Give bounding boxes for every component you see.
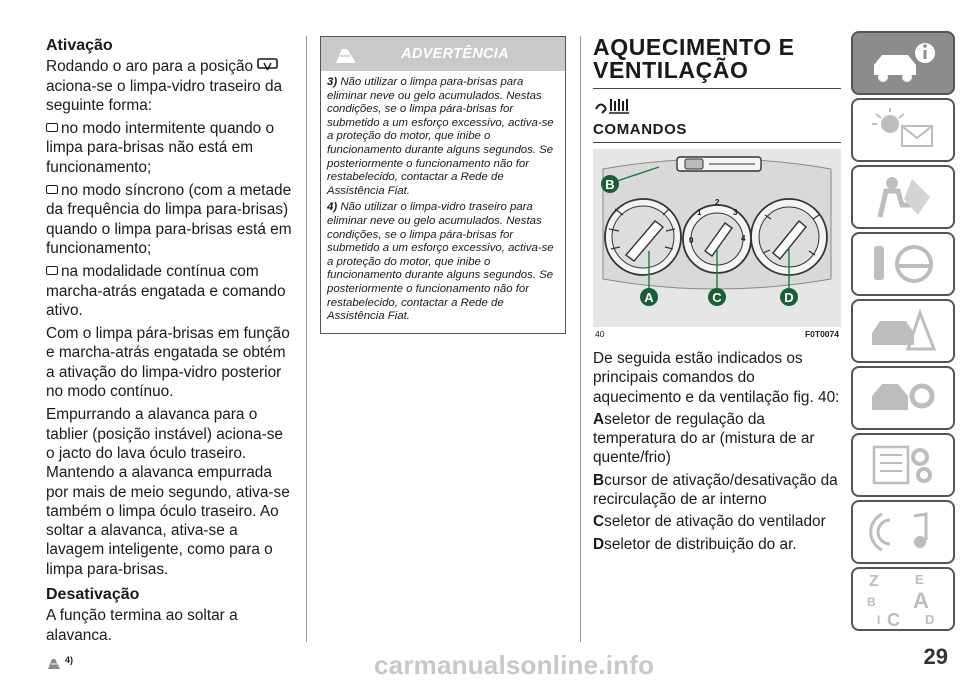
fan-scale-3: 3 [733, 208, 738, 217]
warning-body [321, 71, 565, 333]
item-label: C [593, 513, 605, 531]
list-item [593, 535, 841, 554]
warning-text: Não utilizar o limpa-vidro traseiro para eliminar neve ou gelo acumulados. Nestas condições, se o limpa pára-brisas for submetido a um esforço excessivo, activa-se a proteção do motor, que inibe o funcionamento durante alguns segundos. Se posteriormente o funcionamento não for restabelecido, contactar a Rede de Assistência Fiat. [327, 201, 554, 323]
gear-list-icon [868, 443, 938, 487]
warning-lights-icon [868, 108, 938, 152]
list-item [46, 119, 292, 177]
section-title-line: AQUECIMENTO E [593, 34, 795, 60]
emergency-icon [868, 309, 938, 353]
figure-label-c: C [712, 290, 722, 305]
list-item-text: no modo intermitente quando o limpa para-brisas não está em funcionamento; [46, 120, 275, 176]
paragraph-intro [46, 57, 292, 115]
index-letter: A [913, 588, 929, 613]
tab-car-info[interactable] [851, 31, 955, 95]
intro-text-b: aciona-se o limpa-vidro traseiro da seguinte forma: [46, 77, 283, 114]
list-item-text: no modo síncrono (com a metade da frequência do limpa para-brisas) quando o limpa para-brisas está em funcionamento; [46, 182, 292, 257]
subsection-rule [593, 142, 841, 143]
warning-item [327, 76, 559, 198]
start-drive-icon [868, 242, 938, 286]
intro-text-a: Rodando o aro para a posição [46, 58, 254, 76]
section-title [593, 36, 841, 82]
tab-settings-data[interactable] [851, 433, 955, 497]
tab-multimedia[interactable] [851, 500, 955, 564]
controls-description [593, 349, 841, 554]
item-text: seletor de ativação do ventilador [604, 513, 826, 531]
title-rule [593, 88, 841, 89]
list-item-text: na modalidade contínua com marcha-atrás engatada e comando ativo. [46, 263, 286, 319]
list-item [593, 471, 841, 510]
list-item [593, 410, 841, 468]
warning-reference-number: 4) [65, 654, 74, 665]
tab-start-drive[interactable] [851, 232, 955, 296]
list-item [593, 512, 841, 531]
ventilation-heating-icon [593, 95, 637, 117]
warning-number: 3) [327, 76, 338, 88]
text-column-left [46, 36, 292, 670]
warning-hand-icon [333, 45, 359, 65]
item-label: A [593, 410, 605, 428]
item-text: seletor de distribuição do ar. [604, 535, 797, 553]
heating-controls-illustration [593, 149, 841, 327]
tab-maintenance[interactable] [851, 366, 955, 430]
warning-number: 4) [327, 201, 338, 214]
safety-icon [868, 175, 938, 219]
maintenance-icon [868, 376, 938, 420]
tab-warning-lights[interactable] [851, 98, 955, 162]
tab-safety[interactable] [851, 165, 955, 229]
car-info-icon [868, 41, 938, 85]
heading-deactivation: Desativação [46, 586, 140, 604]
fan-scale-1: 1 [697, 208, 702, 217]
warning-panel [320, 36, 566, 334]
figure-number: 40 [595, 329, 605, 339]
section-title-line: VENTILAÇÃO [593, 57, 749, 83]
paragraph: A função termina ao soltar a alavanca. [46, 607, 238, 644]
index-letter: D [925, 612, 935, 627]
warning-title: ADVERTÊNCIA [401, 46, 509, 62]
item-label: D [593, 535, 605, 553]
tab-emergency[interactable] [851, 299, 955, 363]
figure-label-d: D [784, 290, 794, 305]
item-text: seletor de regulação da temperatura do ar (mistura de ar quente/frio) [593, 410, 815, 467]
page-number: 29 [923, 644, 948, 669]
paragraph: Empurrando a alavanca para o tablier (posição instável) aciona-se o jacto do lava óculo traseiro. Mantendo a alavanca empurrada por mais de meio segundo, ativa-se também o limpa óculo traseiro. Ao soltar a alavanca, ativa-se a lavagem inteligente, como para o limpa para-brisas. [46, 406, 290, 578]
warning-reference [46, 651, 292, 670]
index-letter: E [915, 572, 924, 587]
subsection-title: COMANDOS [593, 121, 687, 138]
figure-label-b: B [605, 177, 615, 192]
figure-label-a: A [644, 290, 654, 305]
warning-text: Não utilizar o limpa para-brisas para eliminar neve ou gelo acumulados. Nestas condições, se o limpa pára-brisas for submetido a um esforço excessivo, activa-se a proteção do motor, que inibe o funcionamento durante alguns segundos. Se posteriormente o funcionamento não for restabelecido, contactar a Rede de Assistência Fiat. [327, 76, 554, 197]
intro-paragraph: De seguida estão indicados os principais comandos do aquecimento e da ventilação fig. 40: [593, 350, 840, 406]
bullet-icon [46, 266, 58, 275]
controls-figure [593, 149, 841, 327]
index-letter: C [887, 610, 900, 628]
column-divider [306, 36, 307, 642]
warning-item [327, 201, 559, 323]
figure-code: F0T0074 [804, 329, 839, 339]
bullet-icon [46, 123, 58, 132]
list-item [46, 262, 292, 320]
section-icon-row [593, 95, 841, 117]
text-column-right [593, 36, 841, 557]
item-label: B [593, 471, 605, 489]
bullet-icon [46, 185, 58, 194]
warning-hand-icon [46, 656, 62, 670]
fan-scale-2: 2 [715, 198, 720, 207]
fan-scale-4: 4 [741, 234, 746, 243]
index-letter: Z [869, 573, 879, 590]
watermark: carmanualsonline.info [374, 650, 655, 680]
fan-scale-0: 0 [689, 236, 694, 245]
rear-wiper-symbol-icon [257, 58, 279, 72]
list-item [46, 181, 292, 258]
heading-activation: Ativação [46, 37, 113, 54]
index-icon [863, 570, 943, 628]
multimedia-icon [868, 510, 938, 554]
figure-caption [593, 329, 841, 339]
index-letter: B [867, 595, 876, 609]
warning-header [321, 37, 565, 71]
tab-index[interactable] [851, 567, 955, 631]
warning-box [320, 36, 566, 334]
column-divider [580, 36, 581, 642]
item-text: cursor de ativação/desativação da recirculação de ar interno [593, 471, 838, 509]
paragraph: Com o limpa pára-brisas em função e marcha-atrás engatada se obtém a ativação do limpa-vidro posterior no modo contínuo. [46, 325, 290, 401]
index-letter: I [877, 613, 881, 627]
